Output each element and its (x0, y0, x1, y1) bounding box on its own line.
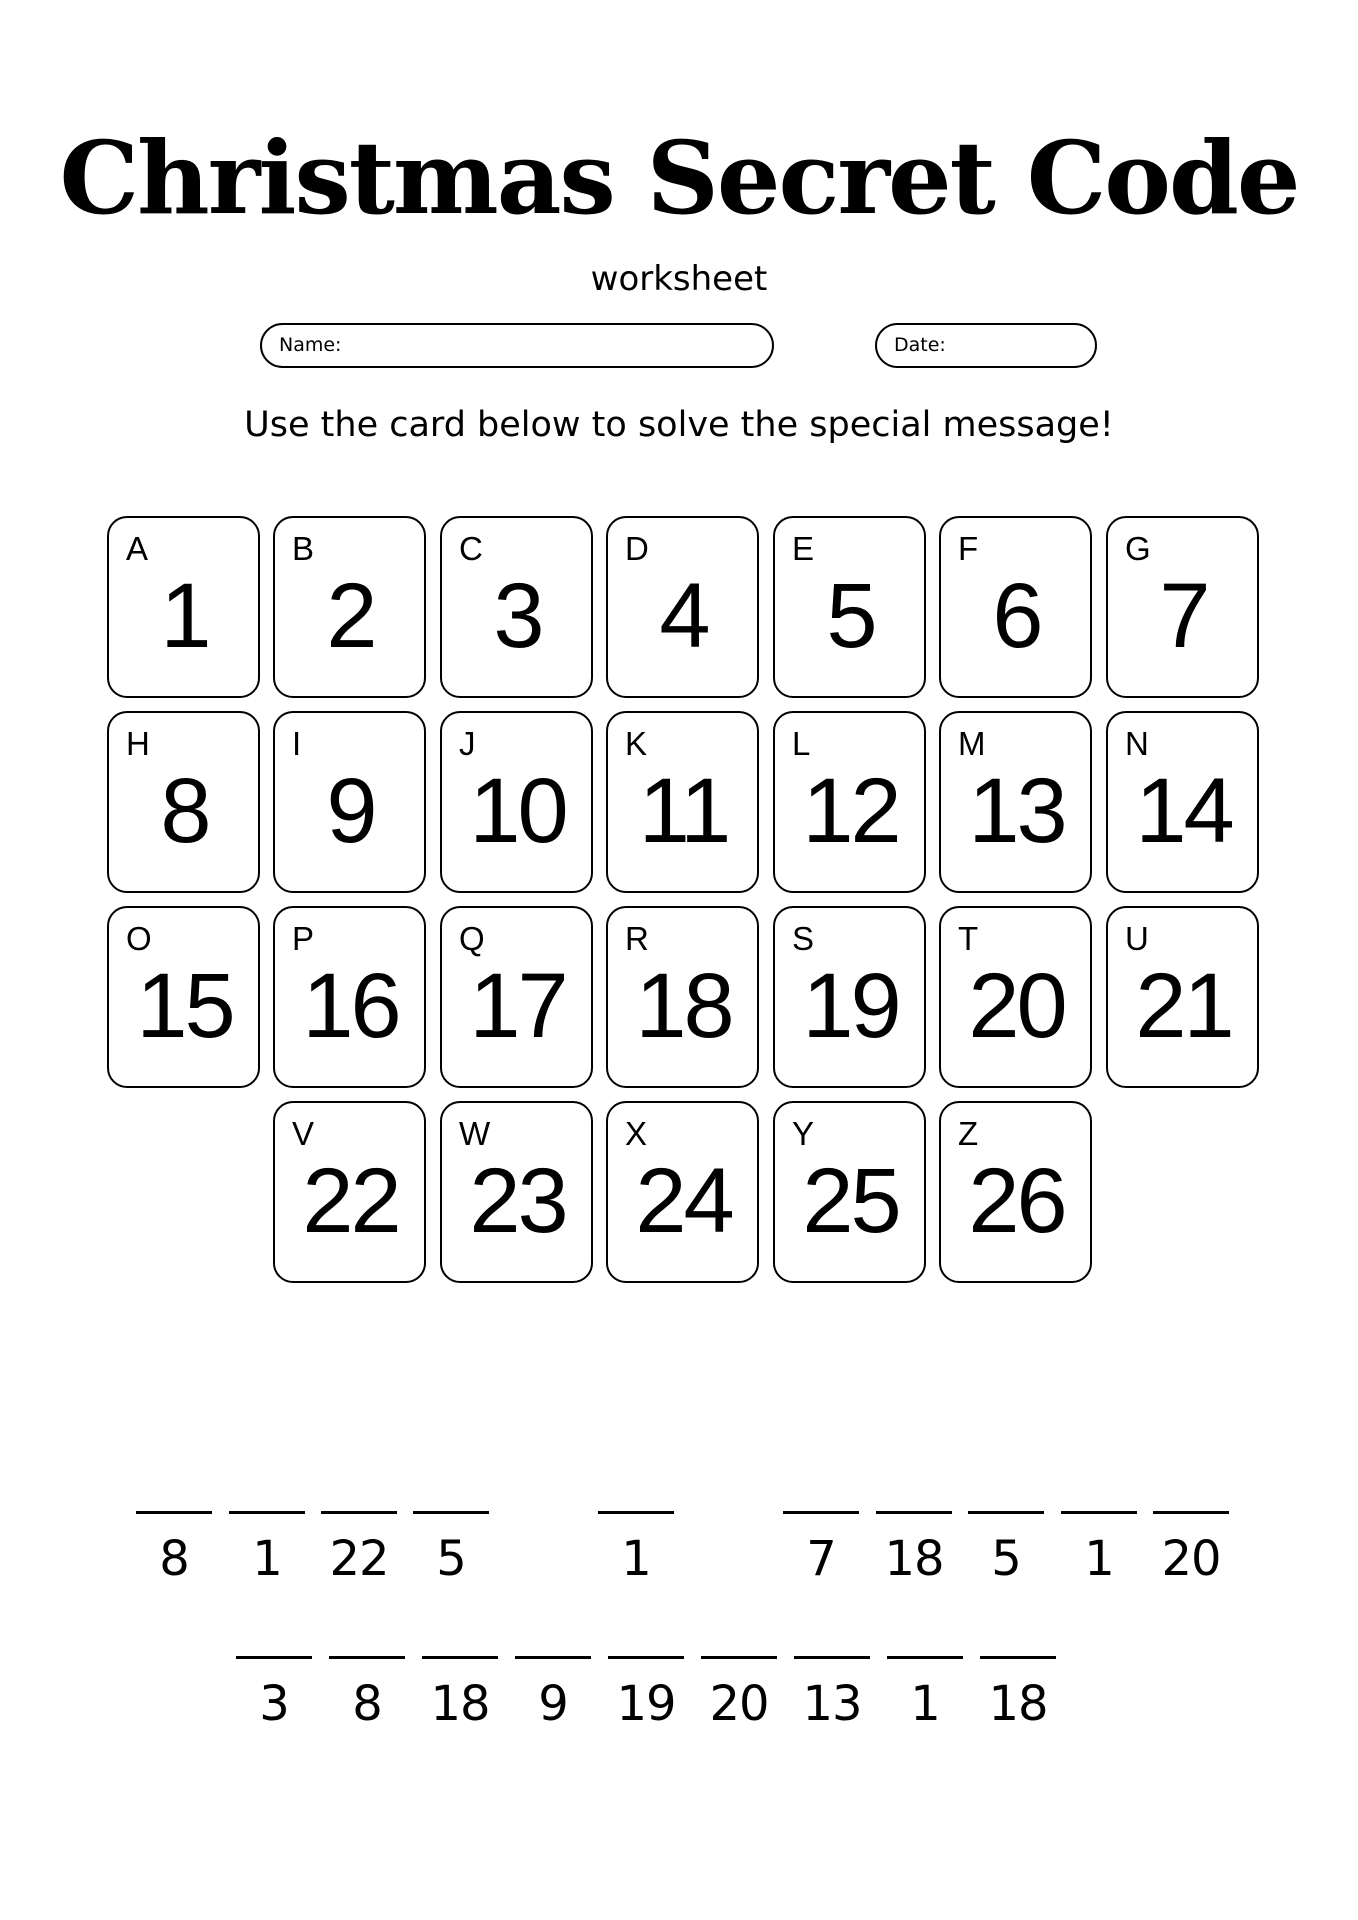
name-field[interactable] (260, 323, 774, 368)
code-number: 5 (436, 1531, 466, 1587)
date-field[interactable] (875, 323, 1097, 368)
card-letter: S (792, 920, 815, 957)
code-number: 9 (538, 1676, 568, 1732)
card-letter: W (459, 1115, 491, 1152)
code-card-i (273, 711, 426, 893)
card-letter: N (1125, 725, 1149, 762)
code-card-u (1106, 906, 1259, 1088)
card-number: 10 (469, 760, 566, 862)
code-number: 5 (991, 1531, 1021, 1587)
card-number: 8 (160, 760, 209, 862)
card-number: 19 (802, 955, 899, 1057)
code-number: 7 (806, 1531, 836, 1587)
answer-blank[interactable] (1151, 1511, 1231, 1587)
code-card-y (773, 1101, 926, 1283)
answer-blank[interactable] (606, 1656, 686, 1732)
card-number: 6 (992, 565, 1041, 667)
date-label: Date: (894, 334, 946, 356)
code-card-d (606, 516, 759, 698)
answer-line (236, 1656, 312, 1659)
card-number: 24 (635, 1150, 732, 1252)
card-number: 1 (160, 565, 209, 667)
card-letter: E (792, 530, 815, 567)
answer-blank[interactable] (885, 1656, 965, 1732)
code-number: 1 (1084, 1531, 1114, 1587)
answer-line (980, 1656, 1056, 1659)
code-number: 19 (616, 1676, 676, 1732)
card-number: 26 (968, 1150, 1065, 1252)
code-card-t (939, 906, 1092, 1088)
card-letter: U (1125, 920, 1149, 957)
card-letter: O (126, 920, 152, 957)
answer-line (701, 1656, 777, 1659)
answer-line (608, 1656, 684, 1659)
code-card-q (440, 906, 593, 1088)
answer-line (321, 1511, 397, 1514)
code-number: 20 (709, 1676, 769, 1732)
code-number: 1 (252, 1531, 282, 1587)
answer-blank[interactable] (596, 1511, 676, 1587)
answer-blank[interactable] (792, 1656, 872, 1732)
card-number: 20 (968, 955, 1065, 1057)
card-letter: I (292, 725, 302, 762)
card-letter: M (958, 725, 986, 762)
answer-blank[interactable] (134, 1511, 214, 1587)
answer-line (598, 1511, 674, 1514)
code-card-l (773, 711, 926, 893)
code-number: 22 (329, 1531, 389, 1587)
card-number: 2 (326, 565, 375, 667)
card-letter: R (625, 920, 649, 957)
answer-line (968, 1511, 1044, 1514)
code-card-m (939, 711, 1092, 893)
card-letter: J (459, 725, 476, 762)
card-number: 15 (136, 955, 233, 1057)
code-number: 1 (910, 1676, 940, 1732)
card-letter: X (625, 1115, 648, 1152)
code-card-x (606, 1101, 759, 1283)
name-label: Name: (279, 334, 342, 356)
code-card-a (107, 516, 260, 698)
code-card-v (273, 1101, 426, 1283)
card-number: 21 (1135, 955, 1232, 1057)
card-letter: T (958, 920, 979, 957)
card-number: 25 (802, 1150, 899, 1252)
card-letter: C (459, 530, 483, 567)
code-number: 18 (988, 1676, 1048, 1732)
card-letter: A (126, 530, 149, 567)
card-letter: H (126, 725, 150, 762)
card-number: 18 (635, 955, 732, 1057)
code-card-r (606, 906, 759, 1088)
answer-line (1153, 1511, 1229, 1514)
answer-blank[interactable] (420, 1656, 500, 1732)
answer-blank[interactable] (234, 1656, 314, 1732)
answer-blank[interactable] (411, 1511, 491, 1587)
answer-line (783, 1511, 859, 1514)
card-number: 16 (302, 955, 399, 1057)
answer-blank[interactable] (781, 1511, 861, 1587)
card-number: 14 (1135, 760, 1232, 862)
answer-line (413, 1511, 489, 1514)
card-letter: G (1125, 530, 1151, 567)
card-number: 23 (469, 1150, 566, 1252)
code-card-o (107, 906, 260, 1088)
card-number: 17 (469, 955, 566, 1057)
answer-line (515, 1656, 591, 1659)
worksheet-subtitle: worksheet (590, 259, 768, 299)
code-number: 13 (802, 1676, 862, 1732)
answer-blank[interactable] (978, 1656, 1058, 1732)
code-card-k (606, 711, 759, 893)
answer-line (876, 1511, 952, 1514)
code-number: 18 (430, 1676, 490, 1732)
answer-line (422, 1656, 498, 1659)
card-letter: L (792, 725, 811, 762)
answer-blank[interactable] (699, 1656, 779, 1732)
answer-line (1061, 1511, 1137, 1514)
code-card-z (939, 1101, 1092, 1283)
card-letter: V (292, 1115, 315, 1152)
answer-line (887, 1656, 963, 1659)
card-letter: B (292, 530, 315, 567)
answer-blank[interactable] (327, 1656, 407, 1732)
code-card-j (440, 711, 593, 893)
code-card-g (1106, 516, 1259, 698)
card-number: 22 (302, 1150, 399, 1252)
card-number: 3 (493, 565, 542, 667)
answer-line (229, 1511, 305, 1514)
answer-line (329, 1656, 405, 1659)
card-number: 9 (326, 760, 375, 862)
card-letter: Q (459, 920, 485, 957)
code-card-n (1106, 711, 1259, 893)
code-card-b (273, 516, 426, 698)
code-card-h (107, 711, 260, 893)
code-number: 8 (159, 1531, 189, 1587)
card-number: 7 (1159, 565, 1208, 667)
code-card-f (939, 516, 1092, 698)
instruction-text: Use the card below to solve the special message! (244, 405, 1114, 445)
card-letter: P (292, 920, 315, 957)
card-letter: Y (792, 1115, 815, 1152)
answer-blank[interactable] (227, 1511, 307, 1587)
code-card-w (440, 1101, 593, 1283)
card-letter: Z (958, 1115, 979, 1152)
answer-blank[interactable] (513, 1656, 593, 1732)
card-number: 5 (826, 565, 875, 667)
code-number: 18 (884, 1531, 944, 1587)
code-card-c (440, 516, 593, 698)
card-letter: F (958, 530, 979, 567)
card-number: 12 (802, 760, 899, 862)
card-letter: K (625, 725, 648, 762)
answer-line (136, 1511, 212, 1514)
code-number: 20 (1161, 1531, 1221, 1587)
worksheet-title: Christmas Secret Code (59, 119, 1299, 237)
code-card-s (773, 906, 926, 1088)
code-card-e (773, 516, 926, 698)
code-card-p (273, 906, 426, 1088)
answer-blank[interactable] (1059, 1511, 1139, 1587)
answer-blank[interactable] (319, 1511, 399, 1587)
card-number: 11 (638, 760, 729, 862)
answer-blank[interactable] (874, 1511, 954, 1587)
card-number: 13 (968, 760, 1065, 862)
code-number: 8 (352, 1676, 382, 1732)
answer-blank[interactable] (966, 1511, 1046, 1587)
answer-line (794, 1656, 870, 1659)
code-number: 1 (621, 1531, 651, 1587)
code-number: 3 (259, 1676, 289, 1732)
card-letter: D (625, 530, 649, 567)
card-number: 4 (659, 565, 708, 667)
